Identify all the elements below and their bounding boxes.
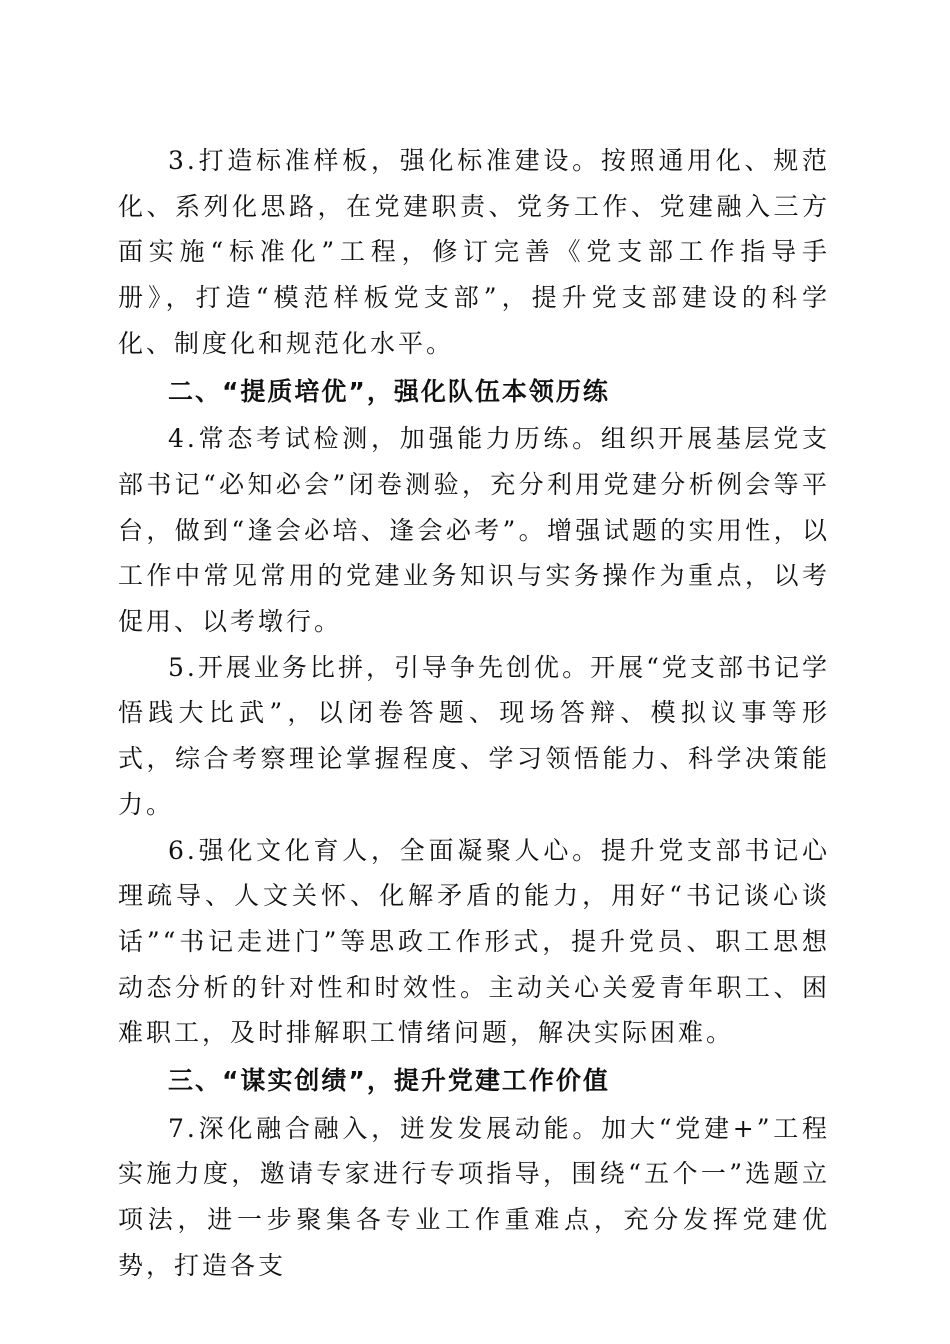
paragraph-4: 4.常态考试检测，加强能力历练。组织开展基层党支部书记“必知必会”闭卷测验，充分利用党建分析例会等平台，做到“逢会必培、逢会必考”。增强试题的实用性，以工作中常见常用的党建业务知识与实务操作为重点，以考促用、以考墩行。 <box>118 424 830 637</box>
document-page <box>118 138 830 1289</box>
paragraph-6: 6.强化文化育人，全面凝聚人心。提升党支部书记心理疏导、人文关怀、化解矛盾的能力，用好“书记谈心谈话”“书记走进门”等思政工作形式，提升党员、职工思想动态分析的针对性和时效性。主动关心关爱青年职工、困难职工，及时排解职工情绪问题，解决实际困难。 <box>118 835 830 1048</box>
section-heading-2: 二、“提质培优”，强化队伍本领历练 <box>168 376 610 406</box>
section-heading-3: 三、“谋实创绩”，提升党建工作价值 <box>168 1066 610 1096</box>
paragraph-3: 3.打造标准样板，强化标准建设。按照通用化、规范化、系列化思路，在党建职责、党务工作、党建融入三方面实施“标准化”工程，修订完善《党支部工作指导手册》，打造“模范样板党支部”，提升党支部建设的科学化、制度化和规范化水平。 <box>118 146 830 358</box>
paragraph-5: 5.开展业务比拼，引导争先创优。开展“党支部书记学悟践大比武”，以闭卷答题、现场答辩、模拟议事等形式，综合考察理论掌握程度、学习领悟能力、科学决策能力。 <box>118 652 830 819</box>
paragraph-7: 7.深化融合融入，迸发发展动能。加大“党建+”工程实施力度，邀请专家进行专项指导，围绕“五个一”选题立项法，进一步聚集各专业工作重难点，充分发挥党建优势，打造各支 <box>118 1113 830 1280</box>
